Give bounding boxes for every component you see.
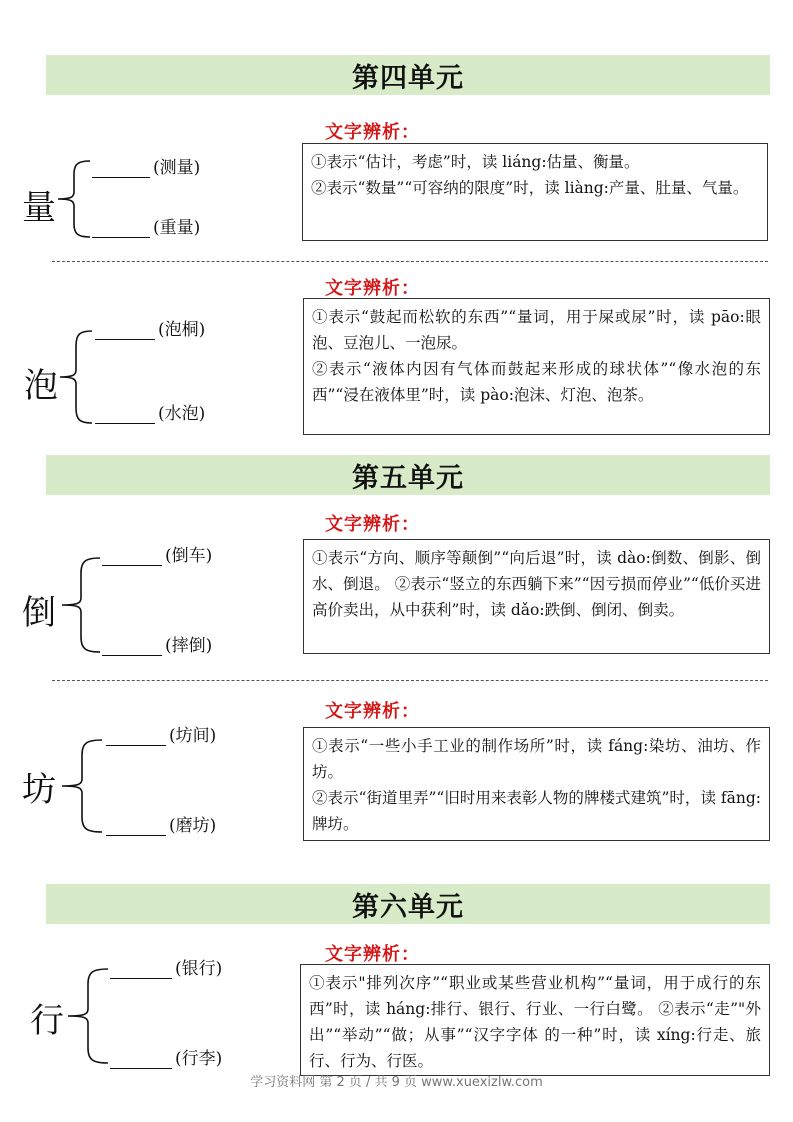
unit-header-6: 第六单元 <box>46 884 770 924</box>
divider <box>52 261 768 262</box>
analysis-label: 文字辨析： <box>325 278 420 299</box>
analysis-box <box>303 539 770 654</box>
brace-icon <box>60 555 102 655</box>
character: 倒 <box>22 593 56 633</box>
divider <box>52 680 768 681</box>
analysis-label: 文字辨析： <box>325 514 420 535</box>
pronunciation-blank-2[interactable]: (行李) <box>110 1044 222 1069</box>
analysis-text: ②表示“液体内因有气体而鼓起来形成的球状体”“像水泡的东西”“浸在液体里”时，读 pào:泡沫、灯泡、泡茶。 <box>312 360 761 404</box>
analysis-label: 文字辨析： <box>325 944 420 965</box>
analysis-text: ①表示"排列次序”“职业或某些营业机构”“量词，用于成行的东西”时，读 háng:排行、银行、行业、一行白鹭。 ②表示“走”"外出”“举动”“做；从事”“汉字字体 的一种”时，读 xíng:行走、旅行、行为、行医。 <box>309 974 761 1070</box>
brace-icon <box>56 158 92 240</box>
analysis-label: 文字辨析： <box>325 701 420 722</box>
analysis-text: ①表示“鼓起而松软的东西”“量词，用于屎或尿”时，读 pāo:眼泡、豆泡儿、一泡尿。 <box>312 308 761 352</box>
pronunciation-blank-1[interactable]: (银行) <box>110 954 222 979</box>
pronunciation-blank-1[interactable]: (坊间) <box>106 721 216 746</box>
pronunciation-blank-2[interactable]: (重量) <box>92 213 200 238</box>
analysis-box <box>302 143 768 241</box>
page-footer: 学习资料网 第 2 页 / 共 9 页 www.xuexizlw.com <box>250 1075 543 1090</box>
analysis-text: ②表示“数量”“可容纳的限度”时，读 liàng:产量、肚量、气量。 <box>311 179 749 197</box>
analysis-text: ①表示“估计，考虑”时，读 liáng:估量、衡量。 <box>311 153 640 171</box>
analysis-label: 文字辨析： <box>325 122 420 143</box>
brace-icon <box>66 966 110 1066</box>
pronunciation-blank-2[interactable]: (水泡) <box>95 399 205 424</box>
pronunciation-blank-1[interactable]: (泡桐) <box>95 315 205 340</box>
character: 量 <box>22 188 56 228</box>
brace-icon <box>58 328 94 426</box>
analysis-text: ①表示“一些小手工业的制作场所”时，读 fáng:染坊、油坊、作坊。 <box>312 737 761 781</box>
character: 行 <box>30 1001 64 1041</box>
character: 坊 <box>22 770 56 810</box>
analysis-box <box>303 298 770 435</box>
pronunciation-blank-2[interactable]: (磨坊) <box>106 811 216 836</box>
unit-header-4: 第四单元 <box>46 55 770 95</box>
unit-header-5: 第五单元 <box>46 455 770 495</box>
analysis-text: ①表示“方向、顺序等颠倒”“向后退”时，读 dào:倒数、倒影、倒水、倒退。 ②表示“竖立的东西躺下来”“因亏损而停业”“低价买进高价卖出，从中获利”时，读 dǎo:跌倒、倒闭、倒卖。 <box>312 549 761 619</box>
analysis-box <box>300 964 770 1076</box>
pronunciation-blank-1[interactable]: (测量) <box>92 153 200 178</box>
pronunciation-blank-1[interactable]: (倒车) <box>102 541 212 566</box>
character: 泡 <box>24 366 58 406</box>
analysis-text: ②表示“街道里弄”“旧时用来表彰人物的牌楼式建筑”时，读 fāng:牌坊。 <box>312 789 761 833</box>
pronunciation-blank-2[interactable]: (摔倒) <box>102 631 212 656</box>
brace-icon <box>60 737 104 835</box>
analysis-box <box>303 727 770 841</box>
